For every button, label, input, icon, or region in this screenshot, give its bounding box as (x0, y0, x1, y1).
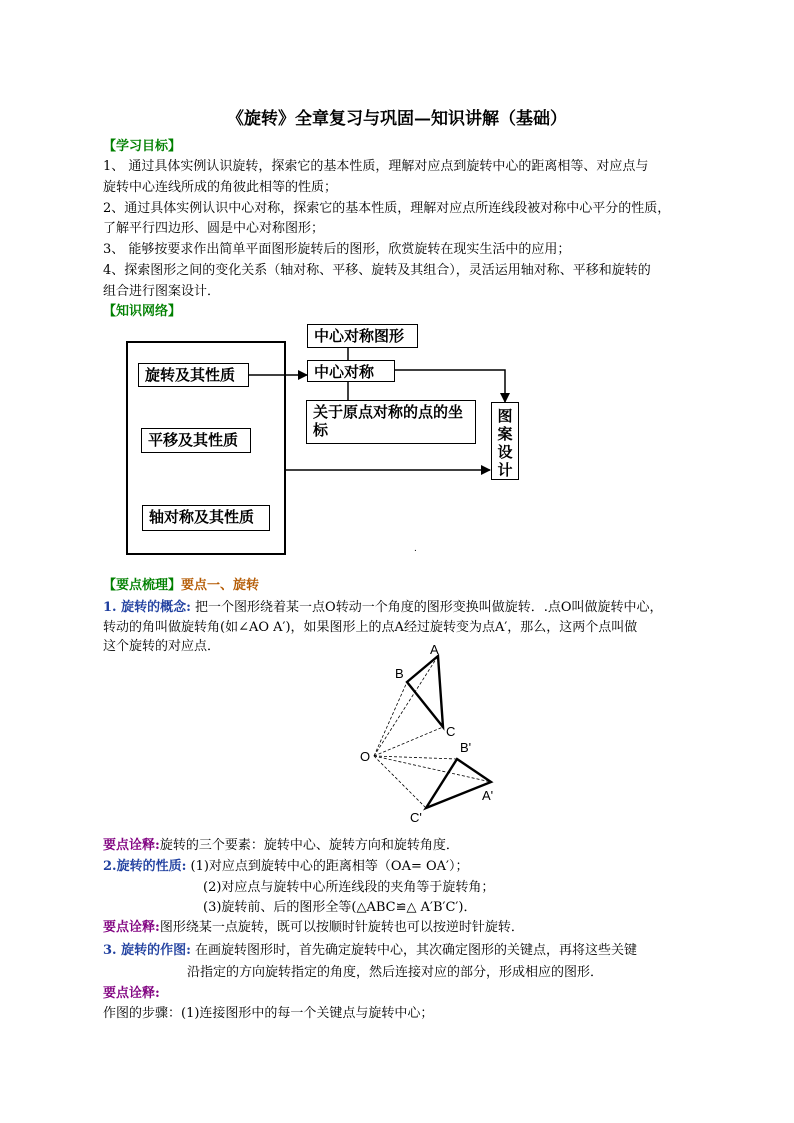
page-title: 《旋转》全章复习与巩固—知识讲解（基础） (227, 109, 567, 129)
label-B-prime: B' (460, 740, 472, 755)
goal-line: 1、 通过具体实例认识旋转，探索它的基本性质，理解对应点到旋转中心的距离相等、对应点与 (103, 159, 649, 174)
note2-text: 图形绕某一点旋转，既可以按顺时针旋转也可以按逆时针旋转． (159, 920, 524, 935)
concept-label: 1. 旋转的概念: (103, 600, 191, 615)
label-C: C (446, 724, 456, 739)
steps-line: 作图的步骤：(1)连接图形中的每一个关键点与旋转中心； (103, 1006, 434, 1021)
box-central-symmetry: 中心对称 (307, 360, 395, 382)
box-rotation: 旋转及其性质 (138, 363, 249, 387)
goal-line: 了解平行四边形、圆是中心对称图形； (103, 221, 325, 236)
box-pattern-design: 图案设计 (491, 402, 519, 480)
dashed-OC1 (374, 756, 426, 808)
draw-label: 3. 旋转的作图: (103, 943, 191, 958)
label-B: B (395, 666, 404, 681)
draw-text: 在画旋转图形时，首先确定旋转中心，其次确定图形的关键点，再将这些关键 (190, 943, 638, 958)
box-origin-symmetry: 关于原点对称的点的坐标 (306, 400, 476, 444)
dashed-OA (374, 656, 438, 756)
goal-line: 旋转中心连线所成的角彼此相等的性质； (103, 180, 338, 195)
label-O: O (360, 749, 371, 764)
box-translation: 平移及其性质 (141, 428, 251, 453)
concept-text: 把一个图形绕着某一点O转动一个角度的图形变换叫做旋转．.点O叫做旋转中心， (190, 600, 663, 615)
label-A-prime: A' (482, 788, 494, 803)
goal-line: 3、 能够按要求作出简单平面图形旋转后的图形，欣赏旋转在现实生活中的应用； (103, 242, 571, 257)
dashed-OB (374, 682, 407, 756)
note1-label: 要点诠释: (103, 838, 160, 853)
goal-line: 2、通过具体实例认识中心对称，探索它的基本性质，理解对应点所连线段被对称中心平分的性质， (103, 201, 671, 216)
goal-line: 4、探索图形之间的变化关系（轴对称、平移、旋转及其组合），灵活运用轴对称、平移和旋转的 (103, 263, 651, 278)
points-heading: 【要点梳理】 (103, 578, 182, 593)
note2-line (103, 918, 703, 938)
property-1: (1)对应点到旋转中心的距离相等（OA= OA′）； (186, 859, 469, 874)
property-2: (2)对应点与旋转中心所连线段的夹角等于旋转角； (203, 880, 495, 895)
draw-line: 沿指定的方向旋转指定的角度，然后连接对应的部分，形成相应的图形． (187, 965, 604, 980)
goal-line: 组合进行图案设计． (103, 284, 221, 299)
property-line (103, 857, 703, 877)
dashed-OC (374, 727, 443, 756)
property-label: 2.旋转的性质: (103, 859, 187, 874)
goals-heading: 【学习目标】 (103, 139, 182, 154)
label-A: A (430, 642, 439, 657)
note1-line (103, 836, 703, 856)
network-heading: 【知识网络】 (103, 304, 182, 319)
section-title: 要点一、旋转 (181, 578, 260, 593)
draw-line (103, 941, 703, 961)
label-C-prime: C' (410, 810, 422, 825)
note2-label: 要点诠释: (103, 920, 160, 935)
stray-dot: . (414, 543, 417, 554)
concept-line: 转动的角叫做旋转角(如∠AO A′)，如果图形上的点A经过旋转变为点A′，那么，这两个点叫做 (103, 620, 638, 635)
box-axial-symmetry: 轴对称及其性质 (142, 505, 270, 531)
property-3: (3)旋转前、后的图形全等(△ABC≌△ A′B′C′)． (203, 900, 477, 915)
box-central-figure: 中心对称图形 (307, 324, 418, 348)
note3-label: 要点诠释: (103, 986, 160, 1001)
triangle-ABC (407, 656, 443, 727)
note1-text: 旋转的三个要素：旋转中心、旋转方向和旋转角度． (159, 838, 459, 853)
concept-line: 这个旋转的对应点． (103, 639, 221, 654)
